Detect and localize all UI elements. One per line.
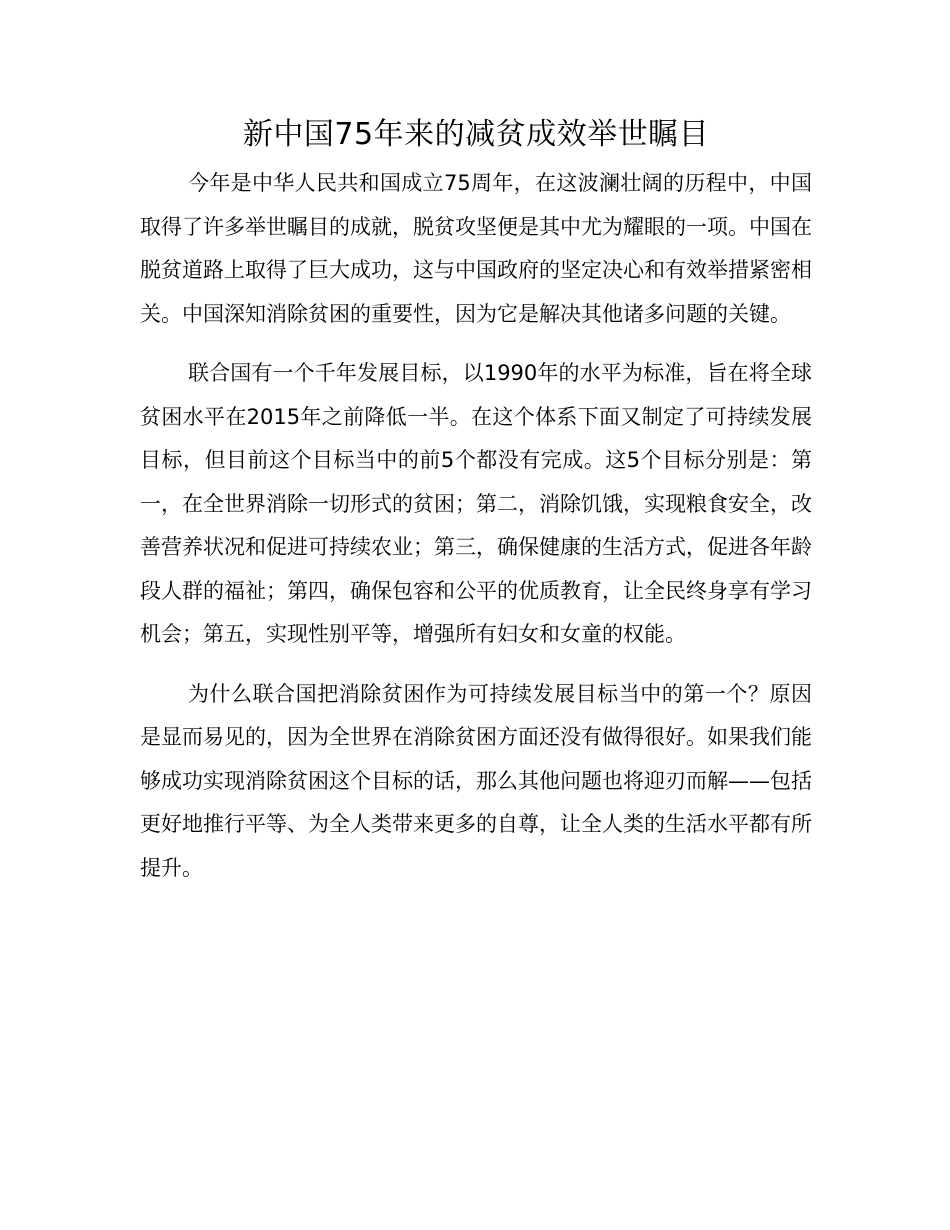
paragraph-2: 联合国有一个千年发展目标，以1990年的水平为标准，旨在将全球贫困水平在2015年之前降低一半。在这个体系下面又制定了可持续发展目标，但目前这个目标当中的前5个都没有完成。这5个目标分别是：第一，在全世界消除一切形式的贫困；第二，消除饥饿，实现粮食安全，改善营养状况和促进可持续农业；第三，确保健康的生活方式，促进各年龄段人群的福祉；第四，确保包容和公平的优质教育，让全民终身享有学习机会；第五，实现性别平等，增强所有妇女和女童的权能。	[140, 361, 812, 646]
document-page	[140, 112, 812, 906]
paragraph-3: 为什么联合国把消除贫困作为可持续发展目标当中的第一个？原因是显而易见的，因为全世界在消除贫困方面还没有做得很好。如果我们能够成功实现消除贫困这个目标的话，那么其他问题也将迎刃而解——包括更好地推行平等、为全人类带来更多的自尊，让全人类的生活水平都有所提升。	[140, 681, 812, 880]
document-title: 新中国75年来的减贫成效举世瞩目	[242, 117, 710, 152]
paragraph-1: 今年是中华人民共和国成立75周年，在这波澜壮阔的历程中，中国取得了许多举世瞩目的成就，脱贫攻坚便是其中尤为耀眼的一项。中国在脱贫道路上取得了巨大成功，这与中国政府的坚定决心和有效举措紧密相关。中国深知消除贫困的重要性，因为它是解决其他诸多问题的关键。	[140, 171, 812, 326]
